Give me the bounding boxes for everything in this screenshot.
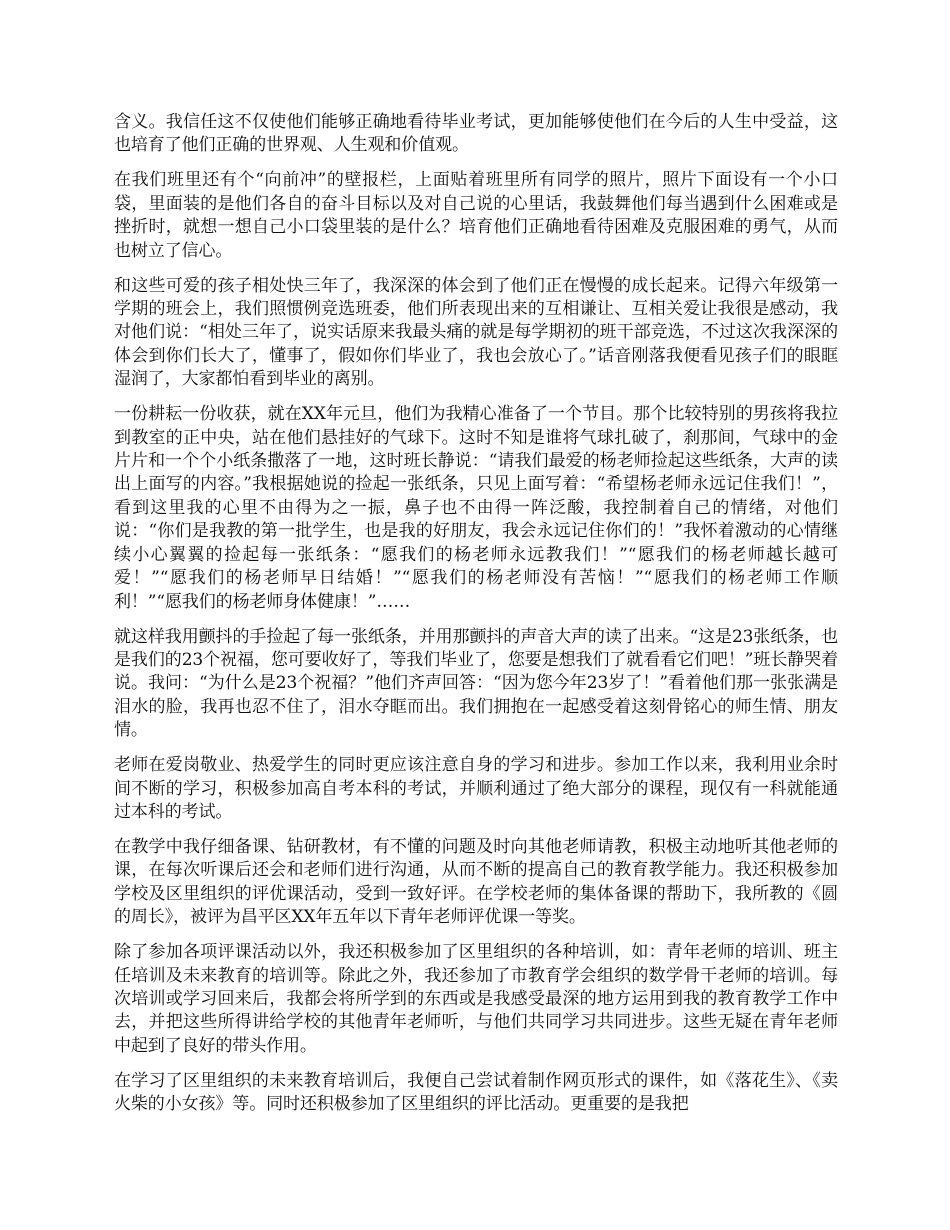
paragraph-4: 一份耕耘一份收获，就在XX年元旦，他们为我精心准备了一个节目。那个比较特别的男孩将我拉到教室的正中央，站在他们悬挂好的气球下。这时不知是谁将气球扎破了，刹那间，气球中的金片片和一个个小纸条撒落了一地，这时班长静说：“请我们最爱的杨老师捡起这些纸条，大声的读出上面写的内容。”我根据她说的捡起一张纸条，只见上面写着：“希望杨老师永远记住我们！”，看到这里我的心里不由得为之一振，鼻子也不由得一阵泛酸，我控制着自己的情绪，对他们说：“你们是我教的第一批学生，也是我的好朋友，我会永远记住你们的！”我怀着激动的心情继续小心翼翼的捡起每一张纸条：“愿我们的杨老师永远教我们！”“愿我们的杨老师越长越可爱！”“愿我们的杨老师早日结婚！”“愿我们的杨老师没有苦恼！”“愿我们的杨老师工作顺利！”“愿我们的杨老师身体健康！”…… xyxy=(114,404,838,612)
paragraph-6: 老师在爱岗敬业、热爱学生的同时更应该注意自身的学习和进步。参加工作以来，我利用业余时间不断的学习，积极参加高自考本科的考试，并顺利通过了绝大部分的课程，现仅有一科就能通过本科的考试。 xyxy=(114,755,838,822)
paragraph-8: 除了参加各项评课活动以外，我还积极参加了区里组织的各种培训，如：青年老师的培训、班主任培训及未来教育的培训等。除此之外，我还参加了市教育学会组织的数学骨干老师的培训。每次培训或学习回来后，我都会将所学到的东西或是我感受最深的地方运用到我的教育教学工作中去，并把这些所得讲给学校的其他青年老师听，与他们共同学习共同进步。这些无疑在青年老师中起到了良好的带头作用。 xyxy=(114,942,838,1056)
paragraph-3: 和这些可爱的孩子相处快三年了，我深深的体会到了他们正在慢慢的成长起来。记得六年级第一学期的班会上，我们照惯例竞选班委，他们所表现出来的互相谦让、互相关爱让我很是感动，我对他们说：“相处三年了，说实话原来我最头痛的就是每学期初的班干部竞选，不过这次我深深的体会到你们长大了，懂事了，假如你们毕业了，我也会放心了。”话音刚落我便看见孩子们的眼眶湿润了，大家都怕看到毕业的离别。 xyxy=(114,275,838,390)
paragraph-2: 在我们班里还有个“向前冲”的壁报栏，上面贴着班里所有同学的照片，照片下面设有一个小口袋，里面装的是他们各自的奋斗目标以及对自己说的心里话，我鼓舞他们每当遇到什么困难或是挫折时，就想一想自己小口袋里装的是什么？培育他们正确地看待困难及克服困难的勇气，从而也树立了信心。 xyxy=(114,170,838,261)
document-page xyxy=(114,111,838,1128)
paragraph-9: 在学习了区里组织的未来教育培训后，我便自己尝试着制作网页形式的课件，如《落花生》、《卖火柴的小女孩》等。同时还积极参加了区里组织的评比活动。更重要的是我把 xyxy=(114,1070,838,1115)
paragraph-7: 在教学中我仔细备课、钻研教材，有不懂的问题及时向其他老师请教，积极主动地听其他老师的课，在每次听课后还会和老师们进行沟通，从而不断的提高自己的教育教学能力。我还积极参加学校及区里组织的评优课活动，受到一致好评。在学校老师的集体备课的帮助下，我所教的《圆的周长》，被评为昌平区XX年五年以下青年老师评优课一等奖。 xyxy=(114,836,838,928)
paragraph-5: 就这样我用颤抖的手捡起了每一张纸条，并用那颤抖的声音大声的读了出来。“这是23张纸条，也是我们的23个祝福，您可要收好了，等我们毕业了，您要是想我们了就看看它们吧！”班长静哭着说。我问：“为什么是23个祝福？”他们齐声回答：“因为您今年23岁了！”看着他们那一张张满是泪水的脸，我再也忍不住了，泪水夺眶而出。我们拥抱在一起感受着这刻骨铭心的师生情、朋友情。 xyxy=(114,626,838,741)
paragraph-1: 含义。我信任这不仅使他们能够正确地看待毕业考试，更加能够使他们在今后的人生中受益，这也培育了他们正确的世界观、人生观和价值观。 xyxy=(114,112,838,156)
